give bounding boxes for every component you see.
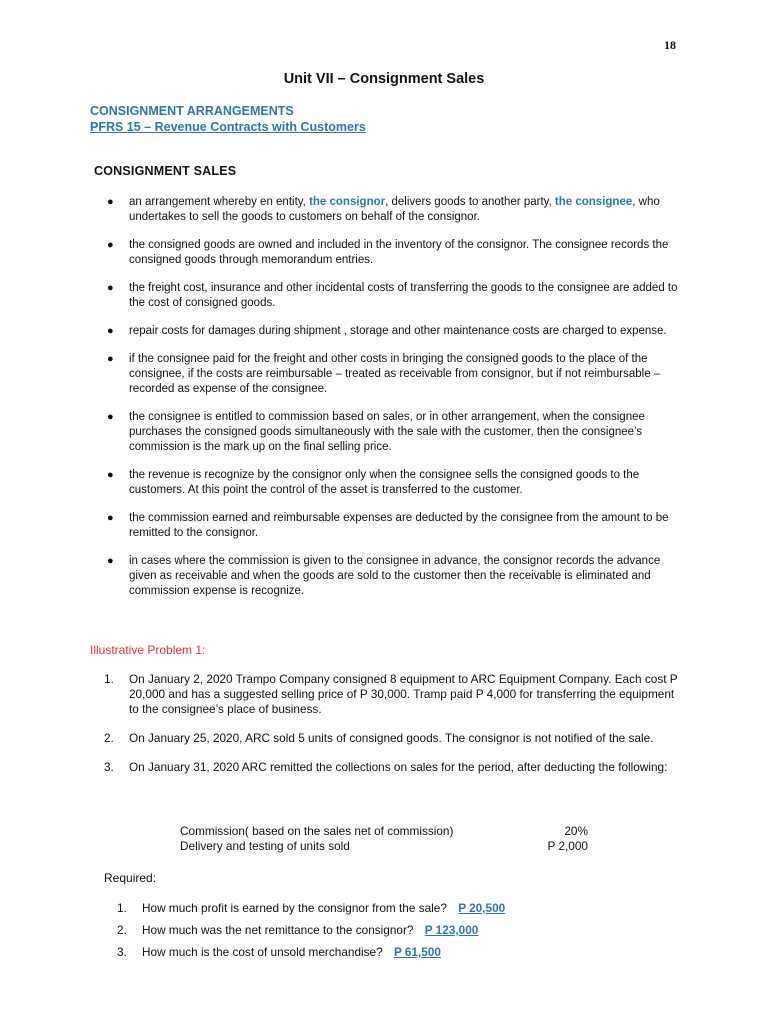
bullet-text: an arrangement whereby en entity, the consignor, delivers goods to another party, the consignee, who undertakes to sell the goods to customers on behalf of the consignor.	[129, 196, 660, 223]
question-text: How much profit is earned by the consignor from the sale?	[142, 901, 447, 915]
term-consignor: the consignor	[309, 196, 386, 208]
problem-text: On January 25, 2020, ARC sold 5 units of consigned goods. The consignor is not notified of the sale.	[129, 731, 654, 745]
problem-list	[104, 672, 684, 789]
deduction-label: Commission( based on the sales net of commission)	[180, 824, 454, 838]
question-number: 1.	[117, 901, 127, 915]
illustrative-problem-title: Illustrative Problem 1:	[90, 643, 206, 657]
bullet-dot-icon: ●	[107, 512, 114, 524]
deduction-row	[180, 824, 600, 839]
bullet-dot-icon: ●	[107, 555, 114, 567]
consignment-sales-heading: CONSIGNMENT SALES	[94, 164, 237, 178]
bullet-item	[104, 410, 684, 455]
bullet-item	[104, 324, 684, 339]
standard-reference: PFRS 15 – Revenue Contracts with Customers	[90, 120, 366, 134]
answer-value: P 20,500	[458, 901, 506, 915]
bullet-dot-icon: ●	[107, 239, 114, 251]
bullet-item	[104, 554, 684, 599]
question-item	[117, 901, 677, 916]
question-number: 2.	[117, 923, 127, 937]
bullet-text: the commission earned and reimbursable expenses are deducted by the consignee from the amount to be remitted to the consignor.	[129, 512, 669, 539]
deduction-row	[180, 839, 600, 854]
problem-text: On January 31, 2020 ARC remitted the collections on sales for the period, after deducting the following:	[129, 760, 668, 774]
bullet-text: the consignee is entitled to commission based on sales, or in other arrangement, when the consignee purchases the consigned goods simultaneously with the sale with the customer, then the consignee’s commission is the mark up on the final selling price.	[129, 411, 645, 453]
bullet-dot-icon: ●	[107, 469, 114, 481]
deduction-value: P 2,000	[547, 839, 588, 853]
bullet-text: the freight cost, insurance and other incidental costs of transferring the goods to the consignee are added to the cost of consigned goods.	[129, 282, 678, 309]
answer-value: P 61,500	[393, 945, 441, 959]
bullet-item	[104, 281, 684, 311]
deduction-value: 20%	[564, 824, 588, 838]
problem-item	[104, 672, 684, 717]
bullet-text: the consigned goods are owned and included in the inventory of the consignor. The consignee records the consigned goods through memorandum entries.	[129, 239, 669, 266]
bullet-item	[104, 511, 684, 541]
section-heading: CONSIGNMENT ARRANGEMENTS	[90, 104, 294, 118]
problem-number: 1.	[104, 672, 114, 686]
problem-number: 2.	[104, 731, 114, 745]
question-text: How much was the net remittance to the consignor?	[142, 923, 414, 937]
bullet-item	[104, 352, 684, 397]
page-title: Unit VII – Consignment Sales	[283, 71, 485, 87]
problem-item	[104, 731, 684, 746]
bullet-text: if the consignee paid for the freight and other costs in bringing the consigned goods to the place of the consignee, if the costs are reimbursable – treated as receivable from consignor, but if not reimbursable – recorded as expense of the consignee.	[129, 353, 661, 395]
required-label: Required:	[104, 871, 157, 885]
bullet-text: in cases where the commission is given to the consignee in advance, the consignor records the advance given as receivable and when the goods are sold to the customer then the receivable is eliminated and commission expense is recognize.	[129, 555, 661, 597]
term-consignee: the consignee	[554, 196, 633, 208]
bullet-text: repair costs for damages during shipment , storage and other maintenance costs are charged to expense.	[129, 325, 667, 337]
question-number: 3.	[117, 945, 127, 959]
bullet-dot-icon: ●	[107, 196, 114, 208]
question-text: How much is the cost of unsold merchandise?	[142, 945, 383, 959]
bullet-dot-icon: ●	[107, 411, 114, 423]
deduction-label: Delivery and testing of units sold	[180, 839, 350, 853]
page-number: 18	[664, 38, 676, 52]
question-list	[117, 901, 677, 967]
problem-item	[104, 760, 684, 775]
deductions-table	[180, 824, 600, 854]
question-item	[117, 945, 677, 960]
bullet-dot-icon: ●	[107, 353, 114, 365]
bullet-item	[104, 238, 684, 268]
bullet-text: the revenue is recognize by the consignor only when the consignee sells the consigned goods to the customers. At this point the control of the asset is transferred to the customer.	[129, 469, 640, 496]
bullet-item	[104, 468, 684, 498]
bullet-item	[104, 195, 684, 225]
bullet-dot-icon: ●	[107, 282, 114, 294]
answer-value: P 123,000	[424, 923, 479, 937]
problem-text: On January 2, 2020 Trampo Company consigned 8 equipment to ARC Equipment Company. Each cost P 20,000 and has a suggested selling price of P 30,000. Tramp paid P 4,000 for transferring the equipment to the consignee’s place of business.	[129, 672, 678, 716]
problem-number: 3.	[104, 760, 114, 774]
bullet-dot-icon: ●	[107, 325, 114, 337]
question-item	[117, 923, 677, 938]
bullet-list	[104, 195, 684, 612]
